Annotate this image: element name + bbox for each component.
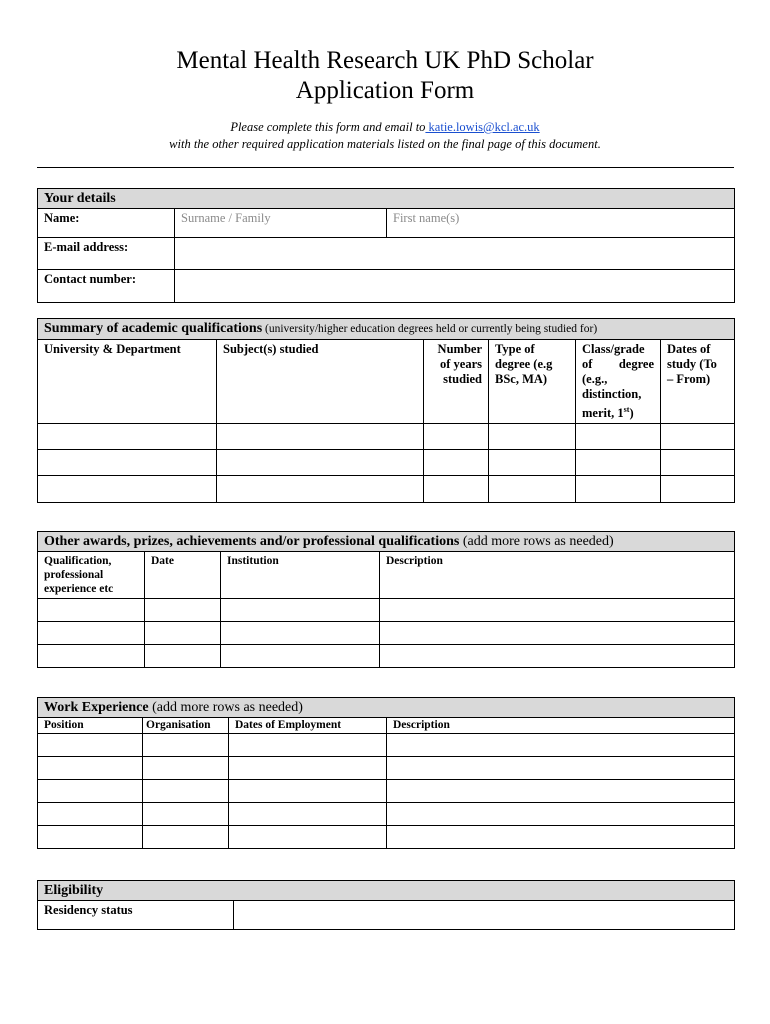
cell[interactable] bbox=[387, 734, 735, 757]
table-row bbox=[38, 450, 735, 476]
cell[interactable] bbox=[380, 599, 735, 622]
cell[interactable] bbox=[380, 645, 735, 668]
table-row bbox=[38, 757, 735, 780]
header-divider bbox=[37, 167, 734, 168]
email-field[interactable] bbox=[175, 238, 735, 270]
surname-field[interactable]: Surname / Family bbox=[175, 209, 387, 238]
contact-field[interactable] bbox=[175, 270, 735, 303]
cell[interactable] bbox=[387, 826, 735, 849]
intro-line-2: with the other required application materials listed on the final page of this document. bbox=[169, 137, 601, 151]
cell[interactable] bbox=[380, 622, 735, 645]
col-employment-dates: Dates of Employment bbox=[229, 718, 387, 734]
your-details-header: Your details bbox=[38, 189, 735, 209]
cell[interactable] bbox=[229, 826, 387, 849]
col-university: University & Department bbox=[38, 340, 217, 424]
cell[interactable] bbox=[38, 780, 143, 803]
residency-label: Residency status bbox=[38, 901, 234, 930]
cell[interactable] bbox=[221, 622, 380, 645]
cell[interactable] bbox=[143, 803, 229, 826]
col-class: Class/grade of degree (e.g., distinction, merit, 1st) bbox=[576, 340, 661, 424]
table-row bbox=[38, 599, 735, 622]
cell[interactable] bbox=[38, 424, 217, 450]
cell[interactable] bbox=[143, 826, 229, 849]
cell[interactable] bbox=[145, 622, 221, 645]
cell[interactable] bbox=[217, 424, 424, 450]
cell[interactable] bbox=[229, 734, 387, 757]
intro-prefix: Please complete this form and email to bbox=[230, 120, 426, 134]
awards-header bbox=[38, 532, 735, 552]
table-row bbox=[38, 780, 735, 803]
academic-note: (university/higher education degrees held or currently being studied for) bbox=[262, 323, 598, 335]
cell[interactable] bbox=[145, 645, 221, 668]
cell[interactable] bbox=[661, 424, 735, 450]
first-name-field[interactable]: First name(s) bbox=[387, 209, 735, 238]
your-details-table bbox=[37, 188, 735, 303]
eligibility-header: Eligibility bbox=[38, 881, 735, 901]
cell[interactable] bbox=[38, 734, 143, 757]
cell[interactable] bbox=[143, 734, 229, 757]
intro-line-1 bbox=[0, 120, 770, 135]
awards-note: (add more rows as needed) bbox=[459, 534, 614, 549]
cell[interactable] bbox=[387, 803, 735, 826]
cell[interactable] bbox=[221, 599, 380, 622]
col-description: Description bbox=[380, 552, 735, 599]
work-note: (add more rows as needed) bbox=[148, 700, 303, 715]
col-qualification: Qualification, professional experience etc bbox=[38, 552, 145, 599]
col-subjects: Subject(s) studied bbox=[217, 340, 424, 424]
col-organisation: Organisation bbox=[143, 718, 229, 734]
email-label: E-mail address: bbox=[38, 238, 175, 270]
academic-title: Summary of academic qualifications bbox=[44, 321, 263, 336]
cell[interactable] bbox=[38, 757, 143, 780]
cell[interactable] bbox=[387, 780, 735, 803]
cell[interactable] bbox=[38, 476, 217, 503]
academic-header bbox=[38, 319, 735, 340]
email-link[interactable]: katie.lowis@kcl.ac.uk bbox=[425, 120, 540, 134]
col-institution: Institution bbox=[221, 552, 380, 599]
work-header bbox=[38, 698, 735, 718]
work-table bbox=[37, 697, 735, 849]
table-row bbox=[38, 803, 735, 826]
cell[interactable] bbox=[143, 780, 229, 803]
work-title: Work Experience bbox=[44, 700, 149, 715]
residency-field[interactable] bbox=[234, 901, 735, 930]
cell[interactable] bbox=[38, 450, 217, 476]
cell[interactable] bbox=[576, 476, 661, 503]
cell[interactable] bbox=[489, 424, 576, 450]
cell[interactable] bbox=[38, 826, 143, 849]
academic-table bbox=[37, 318, 735, 503]
cell[interactable] bbox=[489, 450, 576, 476]
table-row bbox=[38, 476, 735, 503]
table-row bbox=[38, 734, 735, 757]
name-label: Name: bbox=[38, 209, 175, 238]
cell[interactable] bbox=[229, 757, 387, 780]
cell[interactable] bbox=[424, 424, 489, 450]
table-row bbox=[38, 645, 735, 668]
cell[interactable] bbox=[217, 450, 424, 476]
cell[interactable] bbox=[38, 645, 145, 668]
table-row bbox=[38, 826, 735, 849]
col-dates: Dates of study (To – From) bbox=[661, 340, 735, 424]
cell[interactable] bbox=[576, 450, 661, 476]
form-title: Mental Health Research UK PhD Scholar bbox=[176, 47, 594, 74]
col-years: Number of years studied bbox=[424, 340, 489, 424]
cell[interactable] bbox=[217, 476, 424, 503]
table-row bbox=[38, 622, 735, 645]
cell[interactable] bbox=[229, 803, 387, 826]
cell[interactable] bbox=[661, 450, 735, 476]
cell[interactable] bbox=[661, 476, 735, 503]
table-row bbox=[38, 424, 735, 450]
cell[interactable] bbox=[489, 476, 576, 503]
awards-table bbox=[37, 531, 735, 668]
cell[interactable] bbox=[229, 780, 387, 803]
form-subtitle: Application Form bbox=[295, 77, 475, 104]
cell[interactable] bbox=[145, 599, 221, 622]
cell[interactable] bbox=[38, 803, 143, 826]
contact-label: Contact number: bbox=[38, 270, 175, 303]
eligibility-table bbox=[37, 880, 735, 930]
cell[interactable] bbox=[143, 757, 229, 780]
cell[interactable] bbox=[38, 599, 145, 622]
cell[interactable] bbox=[387, 757, 735, 780]
col-position: Position bbox=[38, 718, 143, 734]
awards-title: Other awards, prizes, achievements and/or professional qualifications bbox=[44, 534, 460, 549]
col-degree: Type of degree (e.g BSc, MA) bbox=[489, 340, 576, 424]
cell[interactable] bbox=[424, 450, 489, 476]
cell[interactable] bbox=[221, 645, 380, 668]
cell[interactable] bbox=[38, 622, 145, 645]
cell[interactable] bbox=[424, 476, 489, 503]
col-date: Date bbox=[145, 552, 221, 599]
cell[interactable] bbox=[576, 424, 661, 450]
col-work-description: Description bbox=[387, 718, 735, 734]
